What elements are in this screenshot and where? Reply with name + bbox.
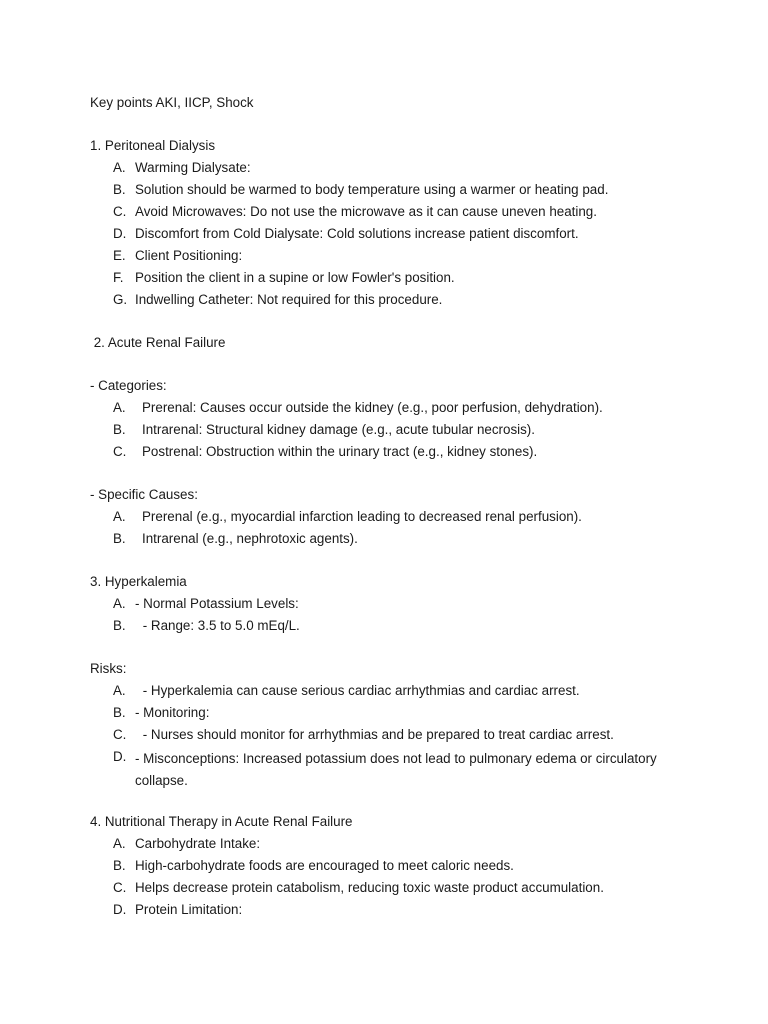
list-item-text: - Misconceptions: Increased potassium does not lead to pulmonary edema or circulatory collapse. [135, 751, 657, 788]
list-marker: B. [113, 858, 126, 873]
list-marker: A. [113, 160, 126, 175]
list-item-text: Intrarenal: Structural kidney damage (e.g., acute tubular necrosis). [142, 422, 535, 437]
list-marker: D. [113, 902, 127, 917]
list-item-text: - Range: 3.5 to 5.0 mEq/L. [139, 618, 300, 633]
list-item-text: Indwelling Catheter: Not required for this procedure. [135, 292, 443, 307]
section-heading-acute-renal-failure: 2. Acute Renal Failure [90, 335, 226, 350]
section-heading-hyperkalemia: 3. Hyperkalemia [90, 574, 187, 589]
list-marker: D. [113, 749, 127, 764]
list-item-text: Postrenal: Obstruction within the urinary tract (e.g., kidney stones). [142, 444, 538, 459]
specific-causes-label: - Specific Causes: [90, 487, 198, 502]
list-item-text: - Normal Potassium Levels: [135, 596, 299, 611]
list-item-text: Helps decrease protein catabolism, reducing toxic waste product accumulation. [135, 880, 604, 895]
section-heading-nutritional-therapy: 4. Nutritional Therapy in Acute Renal Failure [90, 814, 353, 829]
list-marker: A. [113, 836, 126, 851]
list-item-text: - Monitoring: [135, 705, 210, 720]
list-item-text: Protein Limitation: [135, 902, 243, 917]
list-item-text: Prerenal (e.g., myocardial infarction leading to decreased renal perfusion). [142, 509, 582, 524]
list-marker: B. [113, 182, 126, 197]
list-marker: B. [113, 705, 126, 720]
list-marker: A. [113, 683, 126, 698]
list-marker: A. [113, 400, 126, 415]
list-item-text: Position the client in a supine or low Fowler's position. [135, 270, 455, 285]
categories-label: - Categories: [90, 378, 167, 393]
list-item-text: - Nurses should monitor for arrhythmias and be prepared to treat cardiac arrest. [139, 727, 614, 742]
list-item-text: Client Positioning: [135, 248, 243, 263]
section-heading-peritoneal-dialysis: 1. Peritoneal Dialysis [90, 138, 216, 153]
list-item-text: Warming Dialysate: [135, 160, 251, 175]
list-marker: D. [113, 226, 127, 241]
list-item-text: Intrarenal (e.g., nephrotoxic agents). [142, 531, 358, 546]
list-marker: F. [113, 270, 124, 285]
list-marker: A. [113, 596, 126, 611]
risks-label: Risks: [90, 661, 127, 676]
list-item-text: Discomfort from Cold Dialysate: Cold solutions increase patient discomfort. [135, 226, 579, 241]
list-item-text: - Hyperkalemia can cause serious cardiac arrhythmias and cardiac arrest. [139, 683, 580, 698]
list-marker: C. [113, 727, 127, 742]
list-marker: E. [113, 248, 126, 263]
list-marker: C. [113, 204, 127, 219]
document-title: Key points AKI, IICP, Shock [90, 95, 254, 110]
list-item-text: Avoid Microwaves: Do not use the microwave as it can cause uneven heating. [135, 204, 597, 219]
list-marker: C. [113, 880, 127, 895]
list-item-text: Prerenal: Causes occur outside the kidney (e.g., poor perfusion, dehydration). [142, 400, 603, 415]
list-marker: B. [113, 531, 126, 546]
list-marker: A. [113, 509, 126, 524]
list-marker: B. [113, 618, 126, 633]
list-item-text: Carbohydrate Intake: [135, 836, 261, 851]
list-item-text: High-carbohydrate foods are encouraged to meet caloric needs. [135, 858, 514, 873]
list-marker: C. [113, 444, 127, 459]
list-marker: G. [113, 292, 128, 307]
list-item-text: Solution should be warmed to body temperature using a warmer or heating pad. [135, 182, 609, 197]
list-marker: B. [113, 422, 126, 437]
